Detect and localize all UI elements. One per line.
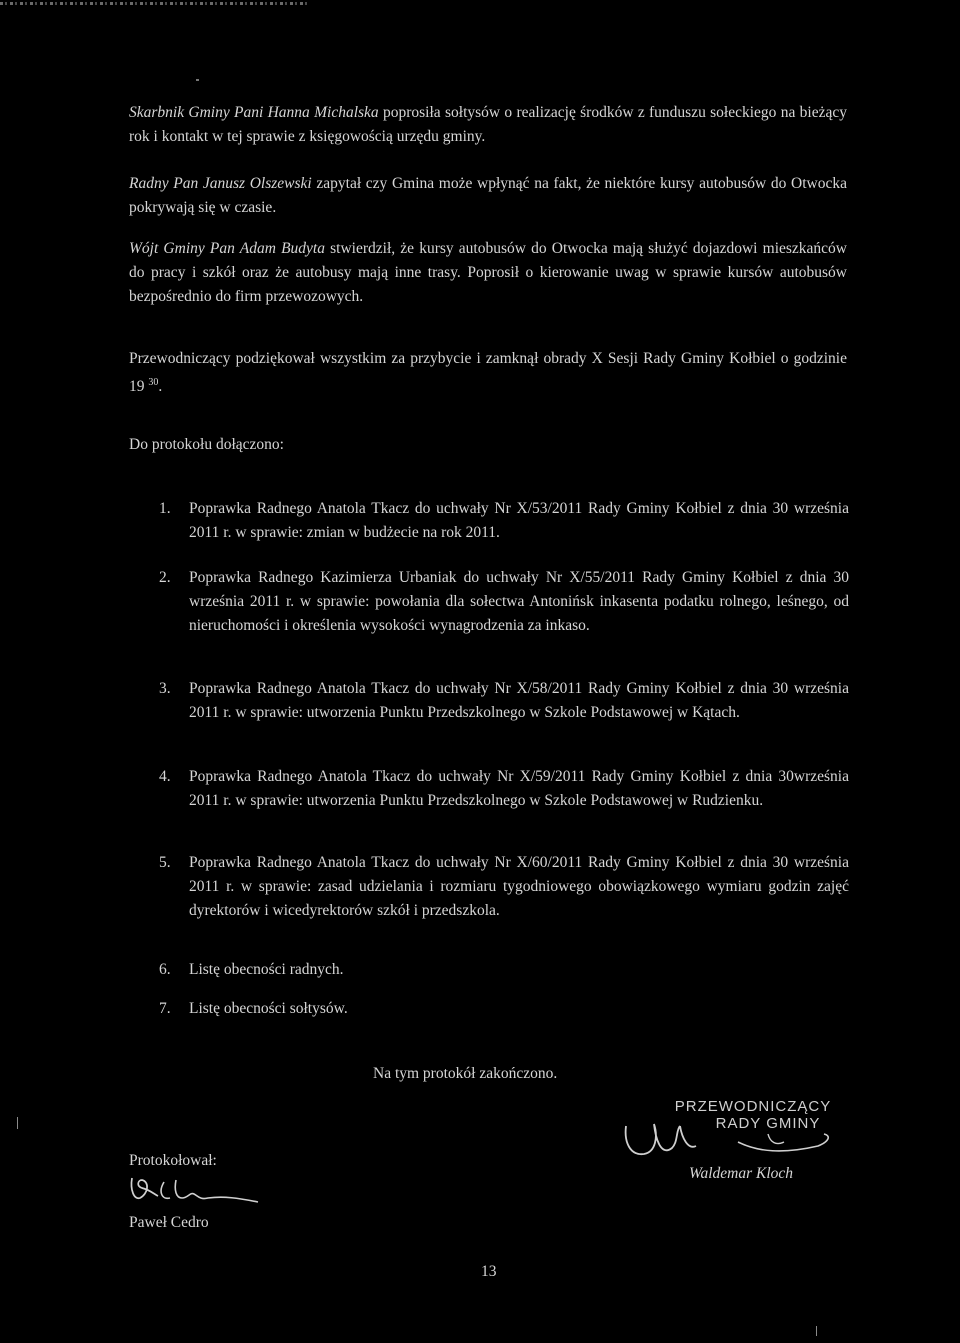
list-text: Poprawka Radnego Anatola Tkacz do uchwały Nr X/58/2011 Rady Gminy Kołbiel z dnia 30 września 2011 r. w sprawie: utworzenia Punktu Przedszkolnego w Szkole Podstawowej w Kątach. — [189, 680, 849, 721]
paragraph-councillor — [129, 172, 847, 220]
period: . — [158, 378, 163, 396]
attachments-heading: Do protokołu dołączono: — [129, 436, 284, 453]
paragraph-text: Przewodniczący podziękował wszystkim za przybycie i zamknął obrady X Sesji Rady Gminy Kołbiel o godzinie 19 — [129, 350, 847, 396]
chair-title-line2: RADY GMINY — [715, 1115, 821, 1132]
list-item — [159, 677, 849, 725]
scan-artifact — [0, 2, 310, 5]
list-text: Poprawka Radnego Anatola Tkacz do uchwały Nr X/59/2011 Rady Gminy Kołbiel z dnia 30września 2011 r. w sprawie: utworzenia Punktu Przedszkolnego w Szkole Podstawowej w Rudzienku. — [189, 768, 849, 809]
list-number: 2. — [159, 569, 171, 586]
list-text: Poprawka Radnego Kazimierza Urbaniak do uchwały Nr X/55/2011 Rady Gminy Kołbiel z dnia 30 września 2011 r. w sprawie: powołania dla sołectwa Antonińsk inkasenta podatku rolnego, leśnego, od nieruchomości i określenia wysokości wynagrodzenia za inkaso. — [189, 569, 849, 634]
list-text: Poprawka Radnego Anatola Tkacz do uchwały Nr X/60/2011 Rady Gminy Kołbiel z dnia 30 września 2011 r. w sprawie: zasad udzielania i rozmiaru tygodniowego obowiązkowego wymiaru godzin zajęć dyrektorów i wicedyrektorów szkół i przedszkola. — [189, 854, 849, 919]
scan-speck — [17, 1117, 18, 1129]
list-number: 4. — [159, 768, 171, 785]
protocol-signature — [128, 1172, 268, 1206]
list-number: 1. — [159, 500, 171, 517]
list-text: Listę obecności sołtysów. — [189, 1000, 348, 1017]
list-item — [159, 958, 849, 982]
paragraph-mayor — [129, 237, 847, 309]
list-item — [159, 765, 849, 813]
list-item — [159, 997, 849, 1021]
list-number: 5. — [159, 854, 171, 871]
paragraph-treasurer — [129, 101, 847, 149]
list-item — [159, 566, 849, 638]
list-text: Listę obecności radnych. — [189, 961, 344, 978]
list-number: 6. — [159, 961, 171, 978]
chair-name: Waldemar Kloch — [689, 1165, 794, 1182]
list-item — [159, 497, 849, 545]
scan-speck — [816, 1326, 817, 1336]
closing-statement: Na tym protokół zakończono. — [373, 1065, 558, 1082]
paragraph-text: zapytał czy Gmina może wpłynąć na fakt, że niektóre kursy autobusów do Otwocka pokrywają się w czasie. — [129, 175, 847, 216]
scan-speck — [196, 79, 199, 81]
protocol-label: Protokołował: — [129, 1152, 217, 1169]
list-number: 3. — [159, 680, 171, 697]
protocol-author-name: Paweł Cedro — [129, 1214, 209, 1231]
paragraph-closing-session — [129, 347, 847, 399]
list-text: Poprawka Radnego Anatola Tkacz do uchwały Nr X/53/2011 Rady Gminy Kołbiel z dnia 30 września 2011 r. w sprawie: zmian w budżecie na rok 2011. — [189, 500, 849, 541]
speaker-mayor: Wójt Gminy Pan Adam Budyta — [129, 240, 325, 257]
paragraph-text: stwierdził, że kursy autobusów do Otwocka mają służyć dojazdowi mieszkańców do pracy i szkół oraz że autobusy mają inne trasy. Poprosił o kierowanie uwag w sprawie kursów autobusów bezpośrednio do firm przewozowych. — [129, 240, 847, 305]
chair-signature — [618, 1112, 838, 1167]
paragraph-text: poprosiła sołtysów o realizację środków z funduszu sołeckiego na bieżący rok i kontakt w tej sprawie z księgowością urzędu gminy. — [129, 104, 847, 145]
speaker-councillor: Radny Pan Janusz Olszewski — [129, 175, 312, 192]
list-number: 7. — [159, 1000, 171, 1017]
time-minutes: 30 — [148, 377, 159, 388]
page-number: 13 — [481, 1263, 497, 1280]
list-item — [159, 851, 849, 923]
chair-title-line1: PRZEWODNICZĄCY — [674, 1098, 832, 1115]
speaker-treasurer: Skarbnik Gminy Pani Hanna Michalska — [129, 104, 379, 121]
